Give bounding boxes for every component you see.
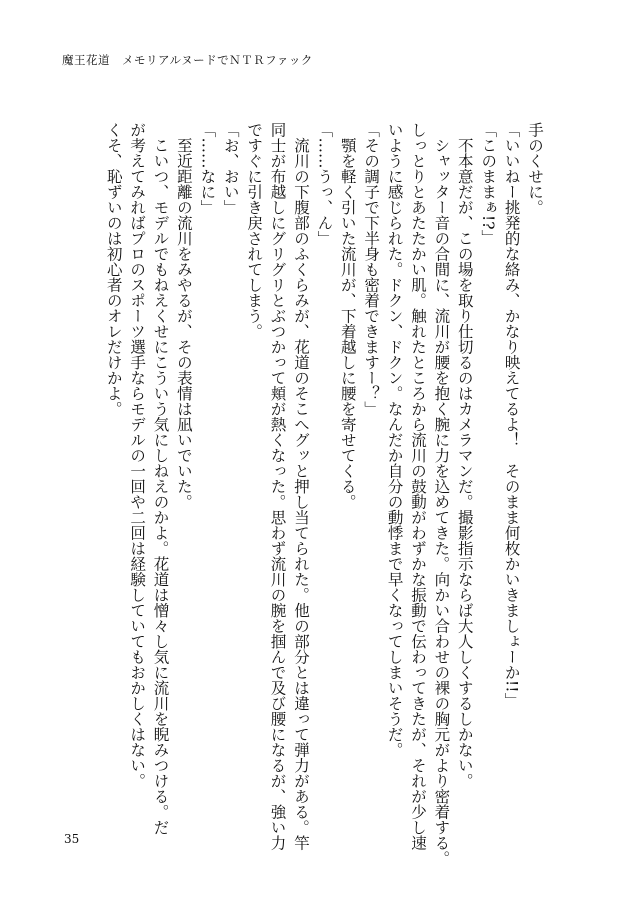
- text-line: 「このままぁ!?」: [479, 122, 498, 246]
- text-line: が考えてみればプロのスポーツ選手ならモデルの一回や二回は経験していてもおかしくはない。: [128, 122, 147, 789]
- text-line: 流川の下腹部のふくらみが、花道のそこへグッと押し当てられた。他の部分とは違って弾力がある。竿: [291, 122, 310, 851]
- text-line: こいつ、モデルでもねえくせにこういう気にしねえのかよ。花道は憎々し気に流川を睨みつける。だ: [151, 122, 170, 835]
- text-line: 「……うっ、ん」: [315, 122, 334, 246]
- text-line: 「いいねー挑発的な絡み、かなり映えてるよ！ そのまま何枚かいきましょーか!!」: [502, 122, 521, 708]
- text-line: 不本意だが、この場を取り仕切るのはカメラマンだ。撮影指示ならば大人しくするしかない。: [455, 122, 474, 789]
- text-line: 「その調子で下半身も密着できますー？」: [362, 122, 381, 417]
- page-number: 35: [64, 832, 80, 846]
- text-line: ですぐに引き戻されてしまう。: [245, 122, 264, 339]
- text-line: 「お、おい」: [221, 122, 240, 215]
- text-line: くそ、恥ずいのは初心者のオレだけかよ。: [104, 122, 123, 417]
- text-line: 「……なに」: [198, 122, 217, 215]
- text-line: いように感じられた。ドクン、ドクン。なんだか自分の動悸まで早くなってしまいそうだ。: [385, 122, 404, 758]
- text-line: 至近距離の流川をみやるが、その表情は凪いでいた。: [174, 122, 193, 510]
- text-line: シャッター音の合間に、流川が腰を抱く腕に力を込めてきた。向かい合わせの裸の胸元がより密着する。: [432, 122, 451, 866]
- text-line: 手のくせに。: [526, 122, 544, 215]
- body-text: [101, 122, 546, 866]
- text-line: しっとりとあたたかい肌。触れたところから流川の鼓動がわずかな振動で伝わってきたが、それが少し速: [408, 122, 427, 851]
- running-header: 魔王花道 メモリアルヌードでＮＴＲファック: [62, 53, 313, 67]
- text-line: 同士が布越しにグリグリとぶつかって頬が熱くなった。思わず流川の腕を掴んで及び腰になるが、強い力: [268, 122, 287, 851]
- text-line: 顎を軽く引いた流川が、下着越しに腰を寄せてくる。: [338, 122, 357, 510]
